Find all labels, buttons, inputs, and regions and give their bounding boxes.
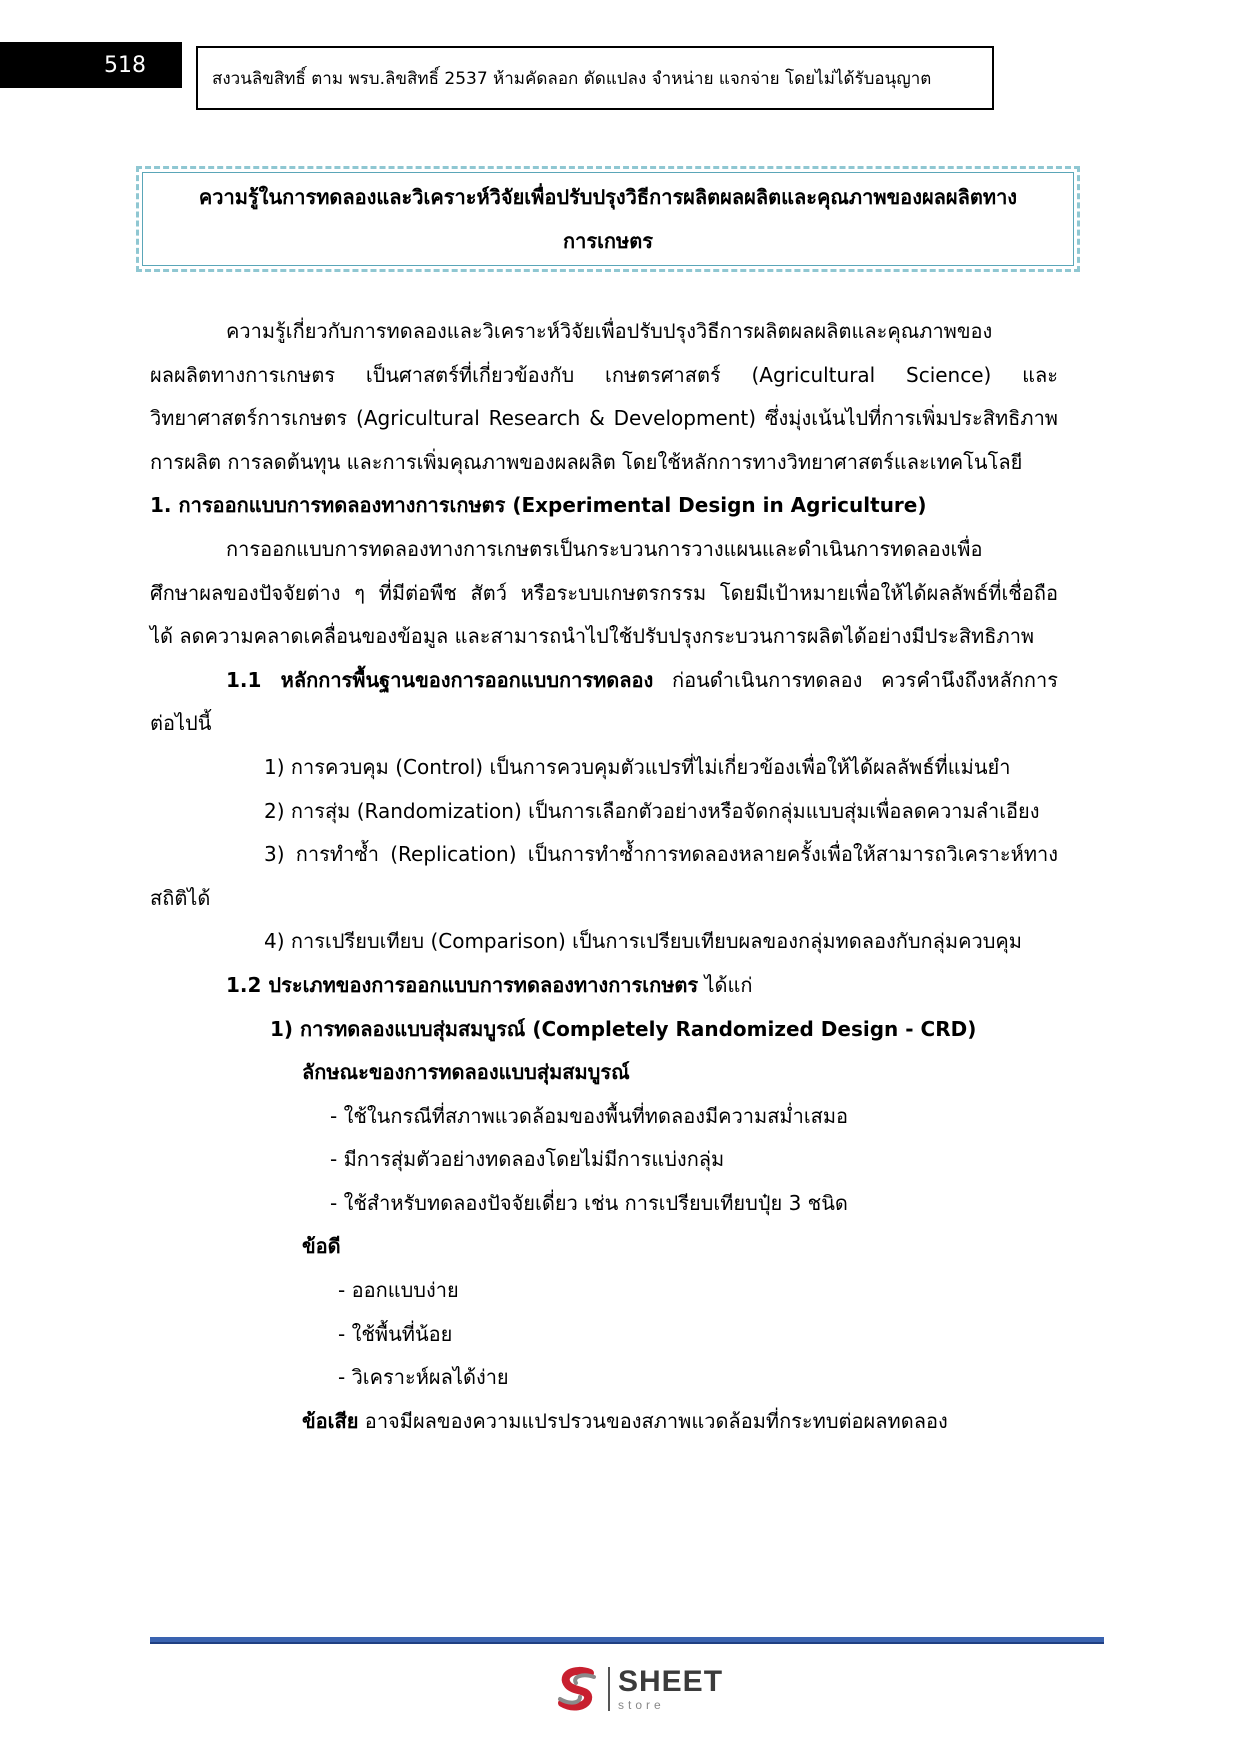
crd-characteristic-1: - ใช้ในกรณีที่สภาพแวดล้อมของพื้นที่ทดลองมีความสม่ำเสมอ [330,1103,849,1128]
principle-item-4: 4) การเปรียบเทียบ (Comparison) เป็นการเปรียบเทียบผลของกลุ่มทดลองกับกลุ่มควบคุม [264,929,1022,954]
intro-line-4: การผลิต การลดต้นทุน และการเพิ่มคุณภาพของผลผลิต โดยใช้หลักการทางวิทยาศาสตร์และเทคโนโลยี [150,449,1023,474]
section1-para-line-1: การออกแบบการทดลองทางการเกษตรเป็นกระบวนการวางแผนและดำเนินการทดลองเพื่อ [226,536,983,561]
sub12-text: ได้แก่ [698,972,753,997]
advantage-3: - วิเคราะห์ผลได้ง่าย [338,1365,509,1390]
section-title-line-1: ความรู้ในการทดลองและวิเคราะห์วิจัยเพื่อปรับปรุงวิธีการผลิตผลผลิตและคุณภาพของผลผลิตทาง [198,185,1018,209]
logo-text [618,1667,723,1711]
intro-line-2: ผลผลิตทางการเกษตร เป็นศาสตร์ที่เกี่ยวข้องกับ เกษตรศาสตร์ (Agricultural Science) และ [150,362,1058,387]
logo-divider [608,1667,610,1711]
advantages-heading: ข้อดี [302,1234,341,1259]
page-number: 518 [0,42,182,88]
sub12-line [150,964,1058,1008]
sub11-line-1 [150,659,1058,703]
document-body [150,310,1058,1443]
sub11-line-2: ต่อไปนี้ [150,711,212,736]
disadvantage-heading: ข้อเสีย [302,1408,359,1433]
crd-characteristic-3: - ใช้สำหรับทดลองปัจจัยเดี่ยว เช่น การเปรียบเทียบปุ๋ย 3 ชนิด [330,1190,848,1215]
intro-line-1: ความรู้เกี่ยวกับการทดลองและวิเคราะห์วิจัยเพื่อปรับปรุงวิธีการผลิตผลผลิตและคุณภาพของ [226,319,993,343]
intro-line-3: วิทยาศาสตร์การเกษตร (Agricultural Research & Development) ซึ่งมุ่งเน้นไปที่การเพิ่มประสิทธิภาพ [150,406,1058,431]
crd-characteristics-heading: ลักษณะของการทดลองแบบสุ่มสมบูรณ์ [302,1060,630,1085]
logo-subtext: store [618,1698,665,1712]
principle-item-3: 3) การทำซ้ำ (Replication) เป็นการทำซ้ำการทดลองหลายครั้งเพื่อให้สามารถวิเคราะห์ทาง [264,842,1058,867]
crd-characteristic-2: - มีการสุ่มตัวอย่างทดลองโดยไม่มีการแบ่งกลุ่ม [330,1147,725,1172]
sub11-heading: 1.1 หลักการพื้นฐานของการออกแบบการทดลอง [226,667,654,692]
sub11-text: ก่อนดำเนินการทดลอง ควรคำนึงถึงหลักการ [653,667,1058,692]
sheet-store-logo-icon [556,1665,600,1713]
advantage-1: - ออกแบบง่าย [338,1278,459,1303]
disadvantage-text: อาจมีผลของความแปรปรวนของสภาพแวดล้อมที่กระทบต่อผลทดลอง [358,1408,948,1433]
section1-para-line-2: ศึกษาผลของปัจจัยต่าง ๆ ที่มีต่อพืช สัตว์ หรือระบบเกษตรกรรม โดยมีเป้าหมายเพื่อให้ได้ผลลัพธ์ที่เชื่อถือ [150,580,1058,605]
section1-para-line-3: ได้ ลดความคลาดเคลื่อนของข้อมูล และสามารถนำไปใช้ปรับปรุงกระบวนการผลิตได้อย่างมีประสิทธิภาพ [150,624,1035,649]
logo-word: SHEET [618,1665,724,1698]
disadvantage-line [150,1400,1058,1444]
sheet-store-logo [556,1664,723,1714]
section1-heading: 1. การออกแบบการทดลองทางการเกษตร (Experimental Design in Agriculture) [150,493,927,518]
section-title-box [136,166,1080,272]
crd-heading: 1) การทดลองแบบสุ่มสมบูรณ์ (Completely Randomized Design - CRD) [270,1016,977,1041]
sub12-heading: 1.2 ประเภทของการออกแบบการทดลองทางการเกษตร [226,972,699,997]
section-title-line-2: การเกษตร [563,229,653,253]
principle-item-1: 1) การควบคุม (Control) เป็นการควบคุมตัวแปรที่ไม่เกี่ยวข้องเพื่อให้ได้ผลลัพธ์ที่แม่นยำ [264,754,1011,779]
principle-item-3-continued: สถิติได้ [150,885,211,910]
copyright-notice: สงวนลิขสิทธิ์ ตาม พรบ.ลิขสิทธิ์ 2537 ห้ามคัดลอก ดัดแปลง จำหน่าย แจกจ่าย โดยไม่ได้รับอนุญาต [196,46,994,110]
footer-divider [150,1637,1104,1644]
advantage-2: - ใช้พื้นที่น้อย [338,1321,453,1346]
principle-item-2: 2) การสุ่ม (Randomization) เป็นการเลือกตัวอย่างหรือจัดกลุ่มแบบสุ่มเพื่อลดความลำเอียง [264,798,1040,823]
